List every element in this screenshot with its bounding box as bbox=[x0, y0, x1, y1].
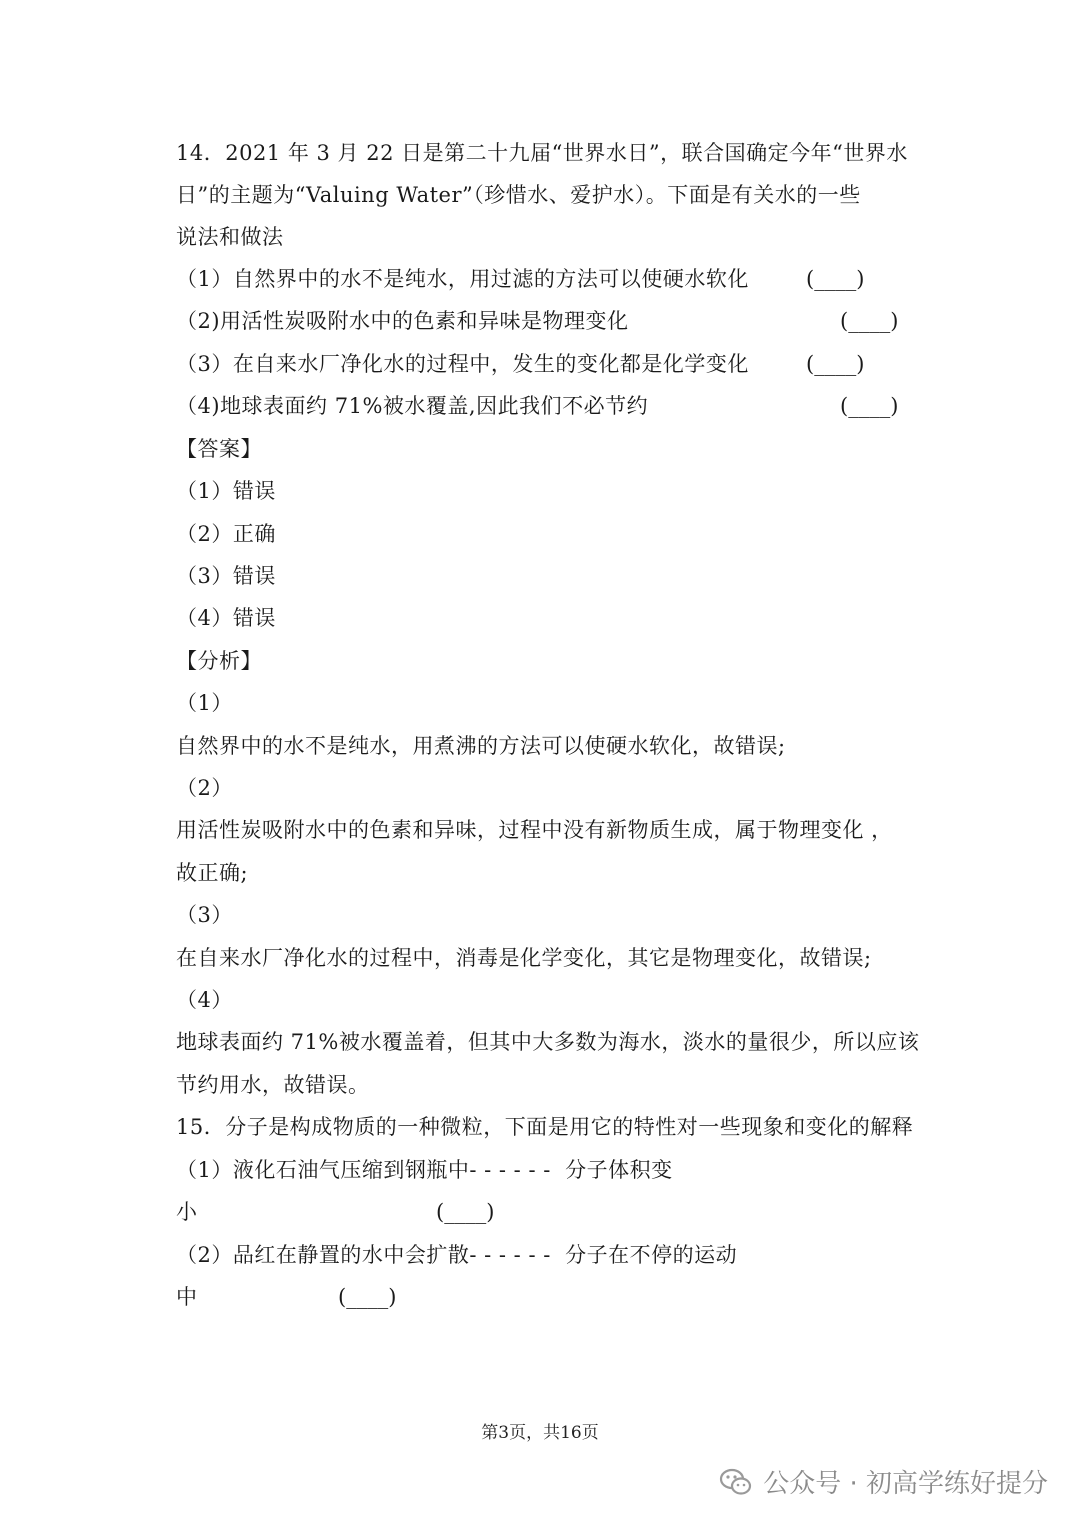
page-footer: 第3页，共16页 bbox=[481, 1423, 599, 1443]
q14-item-1-blank: (____) bbox=[806, 267, 865, 291]
q14-item-2: （2)用活性炭吸附水中的色素和异味是物理变化 bbox=[176, 309, 629, 333]
watermark-text: 公众号 · 初高学练好提分 bbox=[763, 1469, 1048, 1499]
q14-item-2-blank: (____) bbox=[840, 309, 899, 333]
q14-item-3: （3）在自来水厂净化水的过程中，发生的变化都是化学变化 bbox=[176, 352, 749, 376]
q14-item-3-blank: (____) bbox=[806, 352, 865, 376]
q14-stem-line3: 说法和做法 bbox=[176, 225, 284, 249]
answer-3: （3）错误 bbox=[176, 564, 276, 588]
q15-item-2-blank: (____) bbox=[338, 1285, 397, 1309]
q15-item-1-cont: 小 bbox=[176, 1200, 198, 1224]
q14-stem-line1: 14．2021 年 3 月 22 日是第二十九届“世界水日”，联合国确定今年“世界水 bbox=[176, 141, 908, 165]
analysis-line: 地球表面约 71%被水覆盖着，但其中大多数为海水，淡水的量很少，所以应该 bbox=[176, 1030, 920, 1054]
q15-stem: 15．分子是构成物质的一种微粒，下面是用它的特性对一些现象和变化的解释 bbox=[176, 1115, 914, 1139]
watermark bbox=[719, 1463, 1048, 1500]
analysis-line: 在自来水厂净化水的过程中，消毒是化学变化，其它是物理变化，故错误; bbox=[176, 946, 872, 970]
analysis-line: （1） bbox=[176, 691, 233, 715]
q14-item-4: （4)地球表面约 71%被水覆盖,因此我们不必节约 bbox=[176, 394, 649, 418]
analysis-line: 故正确; bbox=[176, 861, 249, 885]
analysis-heading: 【分析】 bbox=[176, 649, 262, 673]
analysis-line: 用活性炭吸附水中的色素和异味，过程中没有新物质生成，属于物理变化 ， bbox=[176, 818, 893, 842]
q15-item-2-cont: 中 bbox=[176, 1285, 198, 1309]
q15-item-2: （2）品红在静置的水中会扩散- - - - - - 分子在不停的运动 bbox=[176, 1243, 738, 1267]
q14-stem-line2: 日”的主题为“Valuing Water”（珍惜水、爱护水）。下面是有关水的一些 bbox=[176, 183, 861, 207]
answer-heading: 【答案】 bbox=[176, 437, 262, 461]
answer-1: （1）错误 bbox=[176, 479, 276, 503]
q15-item-1: （1）液化石油气压缩到钢瓶中- - - - - - 分子体积变 bbox=[176, 1158, 673, 1182]
q15-item-1-blank: (____) bbox=[436, 1200, 495, 1224]
answer-4: （4）错误 bbox=[176, 606, 276, 630]
analysis-line: 节约用水，故错误。 bbox=[176, 1073, 370, 1097]
q14-item-1: （1）自然界中的水不是纯水，用过滤的方法可以使硬水软化 bbox=[176, 267, 749, 291]
analysis-line: （3） bbox=[176, 903, 233, 927]
analysis-line: （4） bbox=[176, 988, 233, 1012]
analysis-line: 自然界中的水不是纯水，用煮沸的方法可以使硬水软化，故错误; bbox=[176, 734, 786, 758]
analysis-line: （2） bbox=[176, 776, 233, 800]
wechat-icon bbox=[719, 1465, 753, 1499]
answer-2: （2）正确 bbox=[176, 522, 276, 546]
q14-item-4-blank: (____) bbox=[840, 394, 899, 418]
